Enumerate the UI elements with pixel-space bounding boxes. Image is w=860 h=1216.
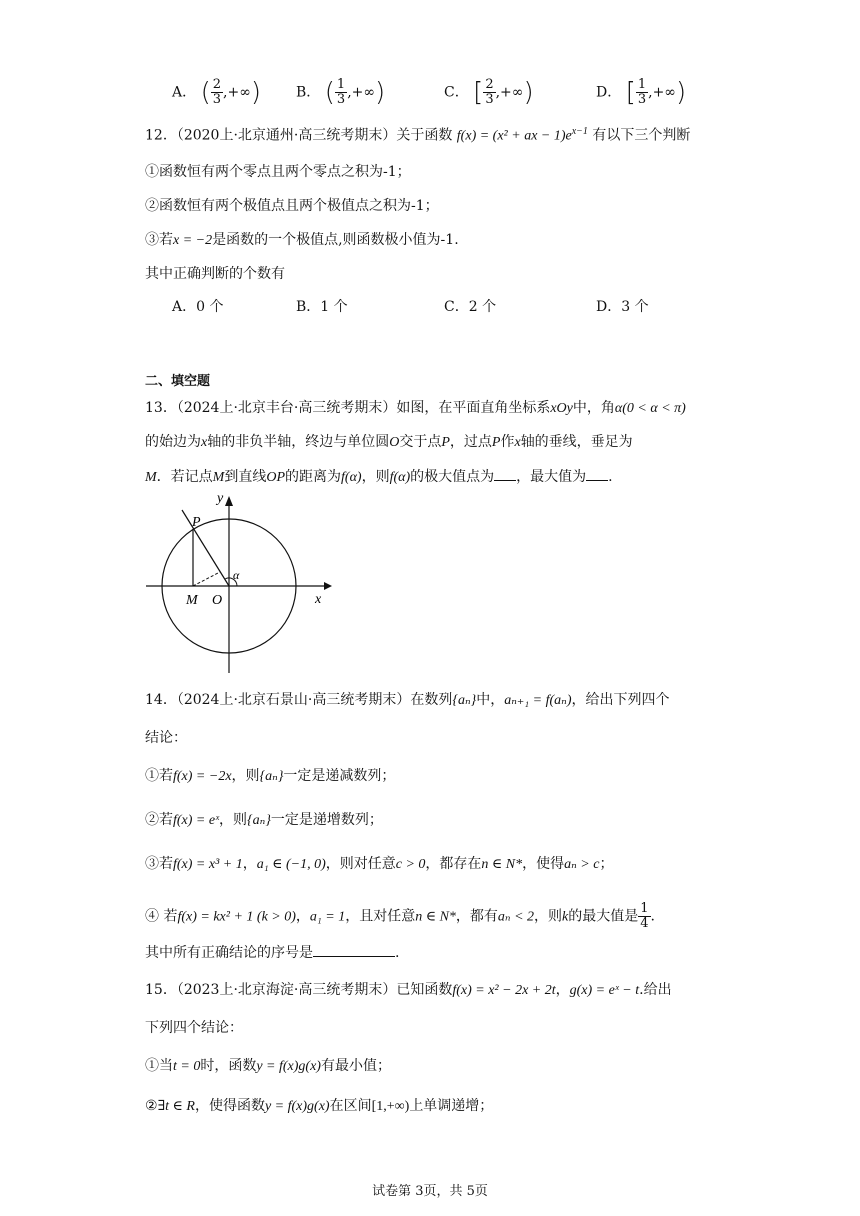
text: . xyxy=(395,945,400,961)
text: 上单调递增； xyxy=(409,1098,494,1114)
q14-conclusion-1 xyxy=(145,766,395,787)
q12-option-a: A．0 个 xyxy=(172,299,224,315)
interval-tail: ,+∞ xyxy=(223,84,251,101)
text: ．若记点 xyxy=(156,469,213,485)
text: ，过点 xyxy=(449,434,492,450)
q12-item-1: ①函数恒有两个零点且两个零点之积为-1； xyxy=(145,164,411,180)
q11-option-a xyxy=(172,78,261,107)
math: [1,+∞) xyxy=(371,1099,410,1114)
text: ； xyxy=(599,856,614,872)
text: ②若 xyxy=(145,812,173,828)
answer-blank xyxy=(494,466,516,481)
math: t = 0 xyxy=(173,1059,201,1074)
q12-option-c: C．2 个 xyxy=(444,299,497,315)
q13-line-2 xyxy=(145,432,633,453)
fraction xyxy=(638,902,650,931)
x-axis-arrow-icon xyxy=(324,582,332,590)
math: f(α) xyxy=(341,470,362,485)
math: {aₙ} xyxy=(452,693,477,708)
math: aₙ < 2 xyxy=(497,909,535,925)
denominator: 3 xyxy=(336,92,346,107)
math: x xyxy=(514,435,521,450)
option-label: C． xyxy=(444,84,469,101)
q14-conclusion-2 xyxy=(145,810,383,831)
math: y = f(x)g(x) xyxy=(264,1099,330,1114)
math: f(x) = kx² + 1 (k > 0) xyxy=(177,909,296,925)
text: ，都存在 xyxy=(425,856,482,872)
text: 14．（2024上·北京石景山·高三统考期末）在数列 xyxy=(145,692,453,708)
text: 中，角 xyxy=(572,400,615,416)
label-m: M xyxy=(186,593,198,608)
q14-line-1 xyxy=(145,690,669,711)
text: 有最小值； xyxy=(320,1058,391,1074)
denominator: 4 xyxy=(640,916,649,931)
text: ③若 xyxy=(145,856,173,872)
text: ④ 若 xyxy=(145,908,178,925)
q15-conclusion-1 xyxy=(145,1056,391,1077)
q14-line-2: 结论： xyxy=(145,730,187,746)
terminal-side-op xyxy=(182,510,229,586)
interval-tail: ,+∞ xyxy=(648,84,676,101)
text: 作 xyxy=(500,434,515,450)
text: 一定是递增数列； xyxy=(270,812,383,828)
math: P xyxy=(441,435,450,450)
label-p: P xyxy=(192,515,201,530)
math: aₙ₊₁ = f(aₙ) xyxy=(504,693,572,708)
q12-item-3 xyxy=(145,230,459,251)
text: 轴的非负半轴，终边与单位圆 xyxy=(207,434,390,450)
q15-line-1 xyxy=(145,980,672,1001)
q11-option-c xyxy=(444,78,534,107)
text: 交于点 xyxy=(399,434,442,450)
text: ，则 xyxy=(361,469,390,485)
q15-line-2: 下列四个结论： xyxy=(145,1020,243,1036)
text: ② xyxy=(145,1098,158,1114)
right-paren: ) xyxy=(250,77,262,108)
text: ，都有 xyxy=(455,908,498,925)
math: O xyxy=(389,435,400,450)
math: c > 0 xyxy=(395,857,426,872)
math: y = f(x)g(x) xyxy=(256,1059,321,1074)
math: OP xyxy=(266,470,286,485)
math: P xyxy=(491,435,501,450)
q13-line-1 xyxy=(145,398,686,419)
q12-option-b: B．1 个 xyxy=(296,299,348,315)
math: α(0 < α < π) xyxy=(614,401,686,416)
question-text: 有以下三个判断 xyxy=(592,127,691,144)
q15-conclusion-2 xyxy=(145,1096,493,1117)
math: ∃t ∈ R xyxy=(157,1099,195,1114)
exponent: x−1 xyxy=(571,126,588,137)
math: n ∈ N* xyxy=(415,909,456,925)
math: f(α) xyxy=(389,470,411,485)
text: .给出 xyxy=(639,982,672,998)
text: 轴的垂线，垂足为 xyxy=(520,434,633,450)
left-bracket: [ xyxy=(625,77,636,108)
text: ， xyxy=(242,856,257,872)
fraction xyxy=(483,78,495,107)
q11-option-d xyxy=(596,78,686,107)
page-footer: 试卷第 3页，共 5页 xyxy=(372,1184,488,1199)
denominator: 3 xyxy=(212,92,222,107)
math: a₁ ∈ (−1, 0) xyxy=(256,857,326,872)
math: {aₙ} xyxy=(247,813,271,828)
text: 一定是递减数列； xyxy=(283,768,396,784)
text: ①当 xyxy=(145,1058,173,1074)
label-x: x xyxy=(315,592,322,607)
q12-option-d: D．3 个 xyxy=(596,299,649,315)
text: 的始边为 xyxy=(145,434,201,450)
text: ，给出下列四个 xyxy=(571,692,670,708)
text: ，则 xyxy=(219,812,248,828)
text: . xyxy=(608,469,613,485)
answer-blank xyxy=(586,466,608,481)
text: ，则对任意 xyxy=(325,856,396,872)
left-paren: ( xyxy=(324,77,335,108)
text: 的距离为 xyxy=(285,469,342,485)
fraction xyxy=(335,78,347,107)
answer-blank xyxy=(313,942,395,957)
text: 15．（2023上·北京海淀·高三统考期末）已知函数 xyxy=(145,982,453,998)
math: M xyxy=(145,470,157,485)
text: 时，函数 xyxy=(200,1058,257,1074)
math: x xyxy=(201,435,208,450)
numerator: 1 xyxy=(640,901,649,916)
label-o: O xyxy=(212,593,223,608)
fraction xyxy=(636,78,648,107)
math: aₙ > c xyxy=(564,857,600,872)
q11-option-b xyxy=(296,78,385,107)
y-axis-arrow-icon xyxy=(225,496,233,506)
math: a₁ = 1 xyxy=(309,909,346,925)
numerator: 1 xyxy=(336,77,346,92)
text: 是函数的一个极值点,则函数极小值为-1. xyxy=(212,232,459,248)
function-formula: f(x) = (x² + ax − 1)e xyxy=(456,128,572,144)
right-paren: ) xyxy=(523,77,534,108)
numerator: 2 xyxy=(485,77,494,92)
denominator: 3 xyxy=(485,92,494,107)
math: M xyxy=(212,470,225,485)
text: ③若 xyxy=(145,232,173,248)
option-label: B． xyxy=(296,84,321,101)
right-paren: ) xyxy=(375,77,386,108)
math: f(x) = x³ + 1 xyxy=(173,857,243,872)
interval-tail: ,+∞ xyxy=(347,84,376,101)
text: ，最大值为 xyxy=(516,469,587,485)
text: 的最大值是 xyxy=(568,908,639,925)
option-label: D． xyxy=(596,84,622,101)
math: g(x) = eˣ − t xyxy=(569,983,640,998)
right-paren: ) xyxy=(675,77,687,108)
text: 到直线 xyxy=(224,469,267,485)
text: 其中所有正确结论的序号是 xyxy=(145,945,313,961)
text: ， xyxy=(555,982,570,998)
q14-conclusion-3 xyxy=(145,854,613,875)
distance-segment xyxy=(193,572,220,586)
text: ，则 xyxy=(534,908,563,925)
q14-conclusion-4 xyxy=(145,902,655,931)
section-title: 二、填空题 xyxy=(145,374,211,389)
q12-stem xyxy=(145,122,690,147)
math: x = −2 xyxy=(173,233,213,248)
math: f(x) = eˣ xyxy=(173,813,220,828)
numerator: 2 xyxy=(212,77,222,92)
q12-question: 其中正确判断的个数有 xyxy=(145,266,285,282)
q12-item-2: ②函数恒有两个极值点且两个极值点之积为-1； xyxy=(145,198,439,214)
label-alpha: α xyxy=(233,568,240,582)
numerator: 1 xyxy=(637,77,647,92)
text: ，且对任意 xyxy=(345,908,416,925)
math: k xyxy=(562,909,569,925)
text: ，使得函数 xyxy=(194,1098,265,1114)
q13-line-3 xyxy=(145,466,613,488)
option-label: A． xyxy=(172,84,197,101)
math: {aₙ} xyxy=(259,769,284,784)
math: xOy xyxy=(550,401,573,416)
text: ， xyxy=(295,908,310,925)
fraction xyxy=(211,78,223,107)
math: n ∈ N* xyxy=(481,857,523,872)
text: ，则 xyxy=(231,768,260,784)
question-text: 12．（2020上·北京通州·高三统考期末）关于函数 xyxy=(145,127,453,144)
left-paren: ( xyxy=(200,77,211,108)
unit-circle-figure xyxy=(140,488,340,678)
denominator: 3 xyxy=(637,92,647,107)
text: 中， xyxy=(476,692,505,708)
left-bracket: [ xyxy=(473,77,484,108)
interval-tail: ,+∞ xyxy=(495,84,524,101)
text: 13．（2024上·北京丰台·高三统考期末）如图，在平面直角坐标系 xyxy=(145,400,551,416)
math: f(x) = x² − 2x + 2t xyxy=(452,983,556,998)
label-y: y xyxy=(217,491,224,506)
text: ，使得 xyxy=(522,856,565,872)
text: . xyxy=(650,908,655,925)
text: ①若 xyxy=(145,768,173,784)
math: f(x) = −2x xyxy=(173,769,232,784)
text: 在区间 xyxy=(329,1098,372,1114)
text: 的极大值点为 xyxy=(410,469,495,485)
q14-question xyxy=(145,942,399,963)
